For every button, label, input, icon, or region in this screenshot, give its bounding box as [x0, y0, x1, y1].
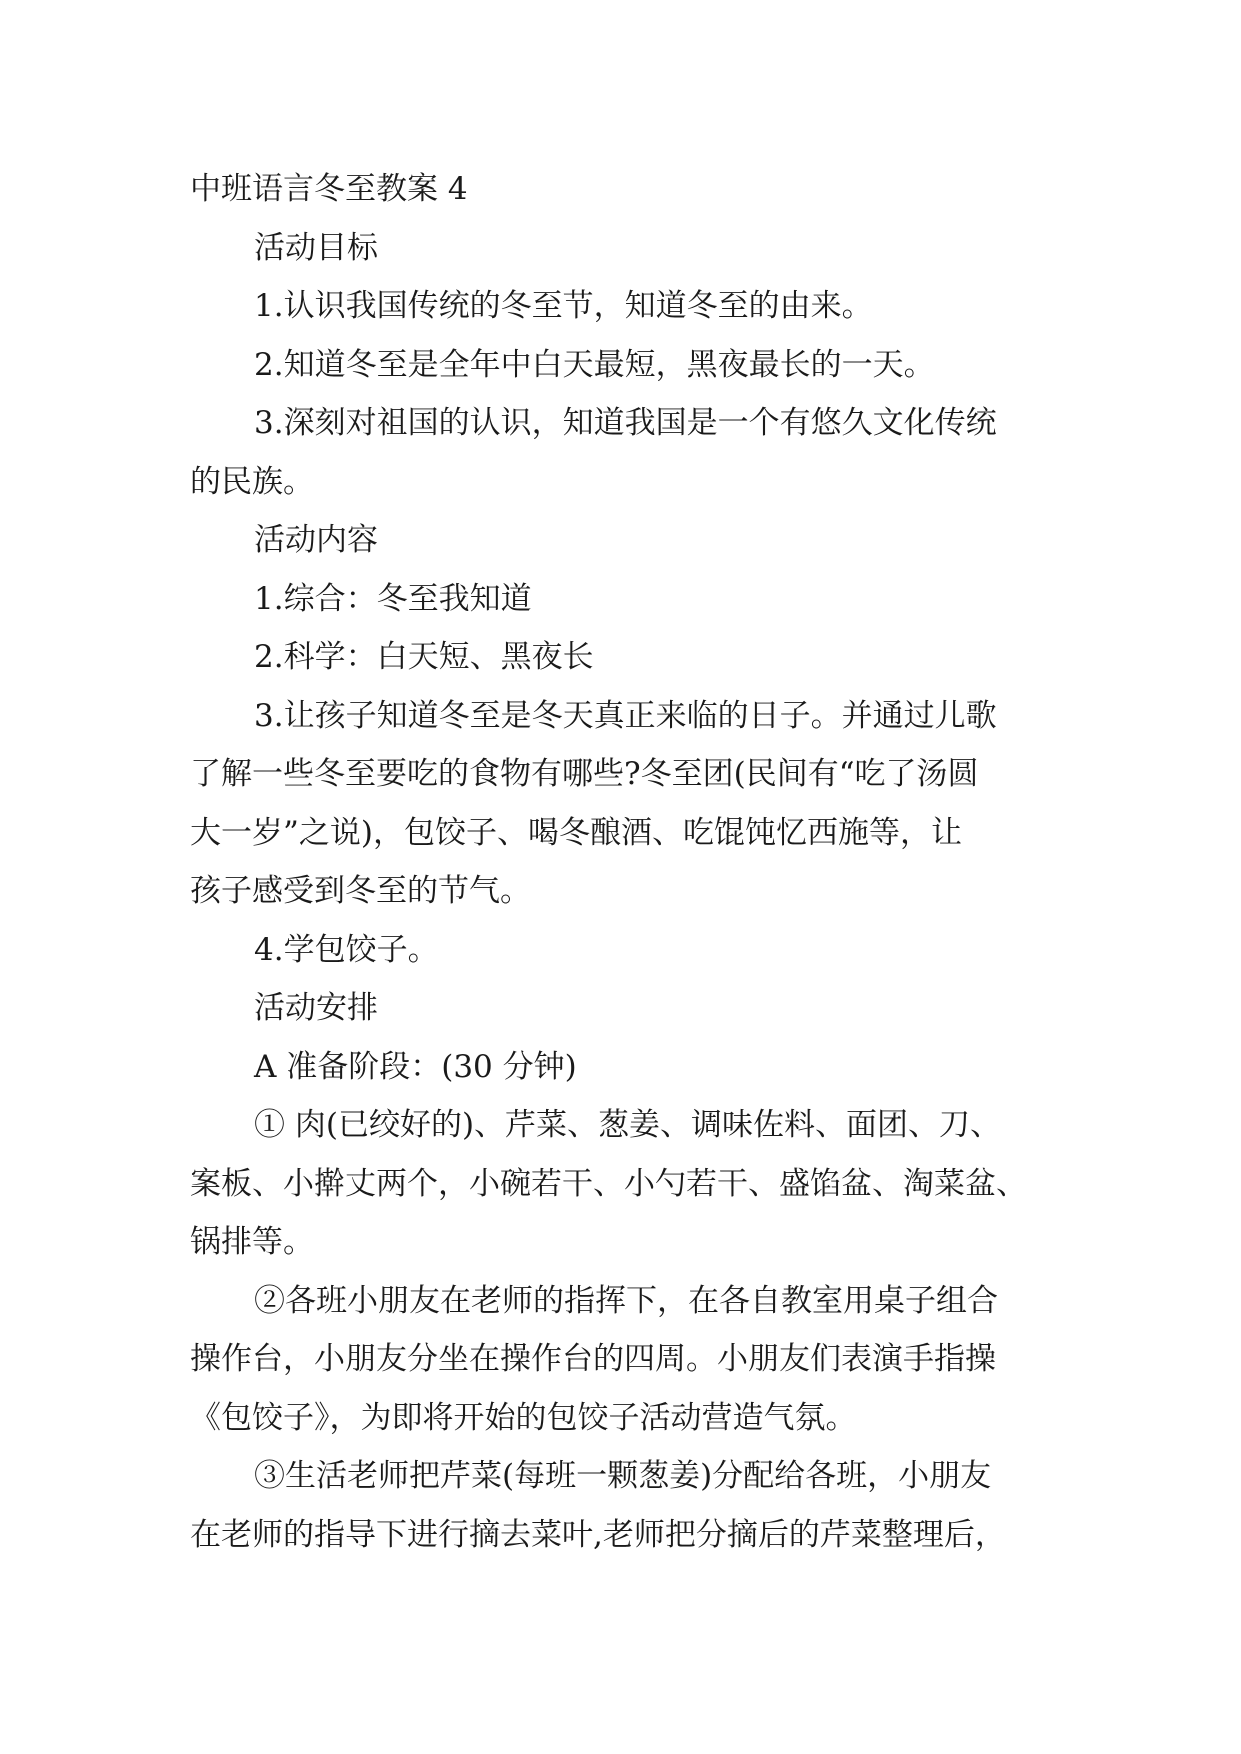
document-page — [190, 160, 1070, 1564]
section-heading-schedule: 活动安排 — [254, 990, 378, 1026]
paragraph-line: 孩子感受到冬至的节气。 — [190, 873, 531, 909]
paragraph-line: 的民族。 — [190, 463, 314, 500]
paragraph-line: 4.学包饺子。 — [254, 931, 439, 968]
paragraph-line: 《包饺子》，为即将开始的包饺子活动营造气氛。 — [190, 1399, 857, 1436]
paragraph-line: 1.综合：冬至我知道 — [254, 580, 532, 617]
paragraph-line: A 准备阶段：(30 分钟) — [254, 1048, 577, 1085]
paragraph-line: 2.科学：白天短、黑夜长 — [254, 639, 594, 675]
paragraph-line: 3.深刻对祖国的认识，知道我国是一个有悠久文化传统 — [254, 405, 997, 441]
paragraph-line: 大一岁”之说)，包饺子、喝冬酿酒、吃馄饨忆西施等，让 — [190, 814, 962, 851]
section-heading-goals: 活动目标 — [254, 229, 378, 266]
paragraph-line: 1.认识我国传统的冬至节，知道冬至的由来。 — [254, 288, 873, 324]
paragraph-line: ① 肉(已绞好的)、芹菜、葱姜、调味佐料、面团、刀、 — [254, 1107, 1002, 1143]
paragraph-line: 了解一些冬至要吃的食物有哪些?冬至团(民间有“吃了汤圆 — [190, 756, 979, 792]
section-heading-content: 活动内容 — [254, 522, 378, 558]
paragraph-line: 锅排等。 — [190, 1224, 314, 1260]
paragraph-line: 3.让孩子知道冬至是冬天真正来临的日子。并通过儿歌 — [254, 697, 997, 734]
document-title: 中班语言冬至教案 4 — [190, 171, 468, 207]
paragraph-line: 案板、小擀丈两个，小碗若干、小勺若干、盛馅盆、淘菜盆、 — [190, 1165, 1027, 1202]
paragraph-line: ③生活老师把芹菜(每班一颗葱姜)分配给各班，小朋友 — [254, 1458, 992, 1494]
paragraph-line: 2.知道冬至是全年中白天最短，黑夜最长的一天。 — [254, 346, 935, 383]
paragraph-line: 操作台，小朋友分坐在操作台的四周。小朋友们表演手指操 — [190, 1341, 996, 1377]
paragraph-line: 在老师的指导下进行摘去菜叶,老师把分摘后的芹菜整理后， — [190, 1516, 1006, 1553]
paragraph-line: ②各班小朋友在老师的指挥下，在各自教室用桌子组合 — [254, 1282, 998, 1319]
